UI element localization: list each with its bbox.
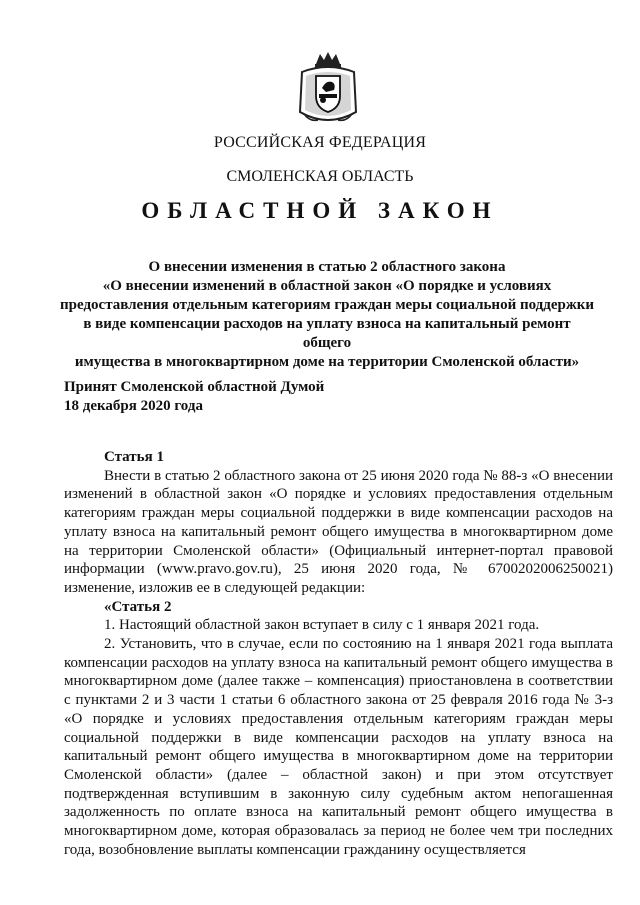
adopted-by: Принят Смоленской областной Думой — [64, 379, 325, 395]
subject-line: имущества в многоквартирном доме на территории Смоленской области» — [74, 354, 580, 370]
article-2-item-2: 2. Установить, что в случае, если по состоянию на 1 января 2021 года выплата компенсации расходов на уплату взноса на капитальный ремонт общего имущества в многоквартирном доме (далее также – компенсация) приостановлена в соответствии с пунктами 2 и 3 части 1 статьи 6 областного закона от 25 февраля 2016 года № 3-з «О порядке и условиях предоставления отдельным категориям граждан меры социальной поддержки в виде компенсации расходов на уплату взноса на капитальный ремонт общего имущества в многоквартирном доме на территории Смоленской области» (далее – областной закон) и при этом отсутствует подтвержденная вступившим в законную силу судебным актом непогашенная задолженность по оплате взноса на капитальный ремонт общего имущества в многоквартирном доме, которая образовалась за период не более чем три последних года, возобновление выплаты компенсации гражданину осуществляется — [64, 636, 613, 858]
law-subject — [60, 258, 594, 372]
adopted-date: 18 декабря 2020 года — [64, 398, 203, 414]
article-2-heading: «Статья 2 — [104, 598, 172, 615]
coat-of-arms-icon — [296, 50, 360, 130]
adoption-info — [64, 378, 324, 416]
law-type-title: ОБЛАСТНОЙ ЗАКОН — [141, 198, 499, 223]
article-1-text: Внести в статью 2 областного закона от 25 июня 2020 года № 88-з «О внесении изменений в областной закон «О порядке и условиях предоставления отдельным категориям граждан меры социальной поддержки в виде компенсации расходов на уплату взноса на капитальный ремонт общего имущества в многоквартирном доме на территории Смоленской области» (Официальный интернет-портал правовой информации (www.pravo.gov.ru), 25 июня 2020 года, № 6700202006250021) изменение, изложив ее в следующей редакции: — [64, 467, 613, 596]
region-title: СМОЛЕНСКАЯ ОБЛАСТЬ — [226, 168, 414, 185]
subject-line: «О внесении изменений в областной закон «О порядке и условиях — [102, 278, 552, 294]
article-2-item-1: 1. Настоящий областной закон вступает в силу с 1 января 2021 года. — [104, 617, 540, 634]
subject-line: О внесении изменения в статью 2 областного закона — [148, 259, 506, 275]
subject-line: в виде компенсации расходов на уплату взноса на капитальный ремонт общего — [83, 316, 571, 351]
article-1-heading: Статья 1 — [104, 449, 164, 465]
subject-line: предоставления отдельным категориям граждан меры социальной поддержки — [60, 297, 595, 313]
law-body — [64, 448, 613, 859]
federation-title: РОССИЙСКАЯ ФЕДЕРАЦИЯ — [213, 134, 427, 151]
